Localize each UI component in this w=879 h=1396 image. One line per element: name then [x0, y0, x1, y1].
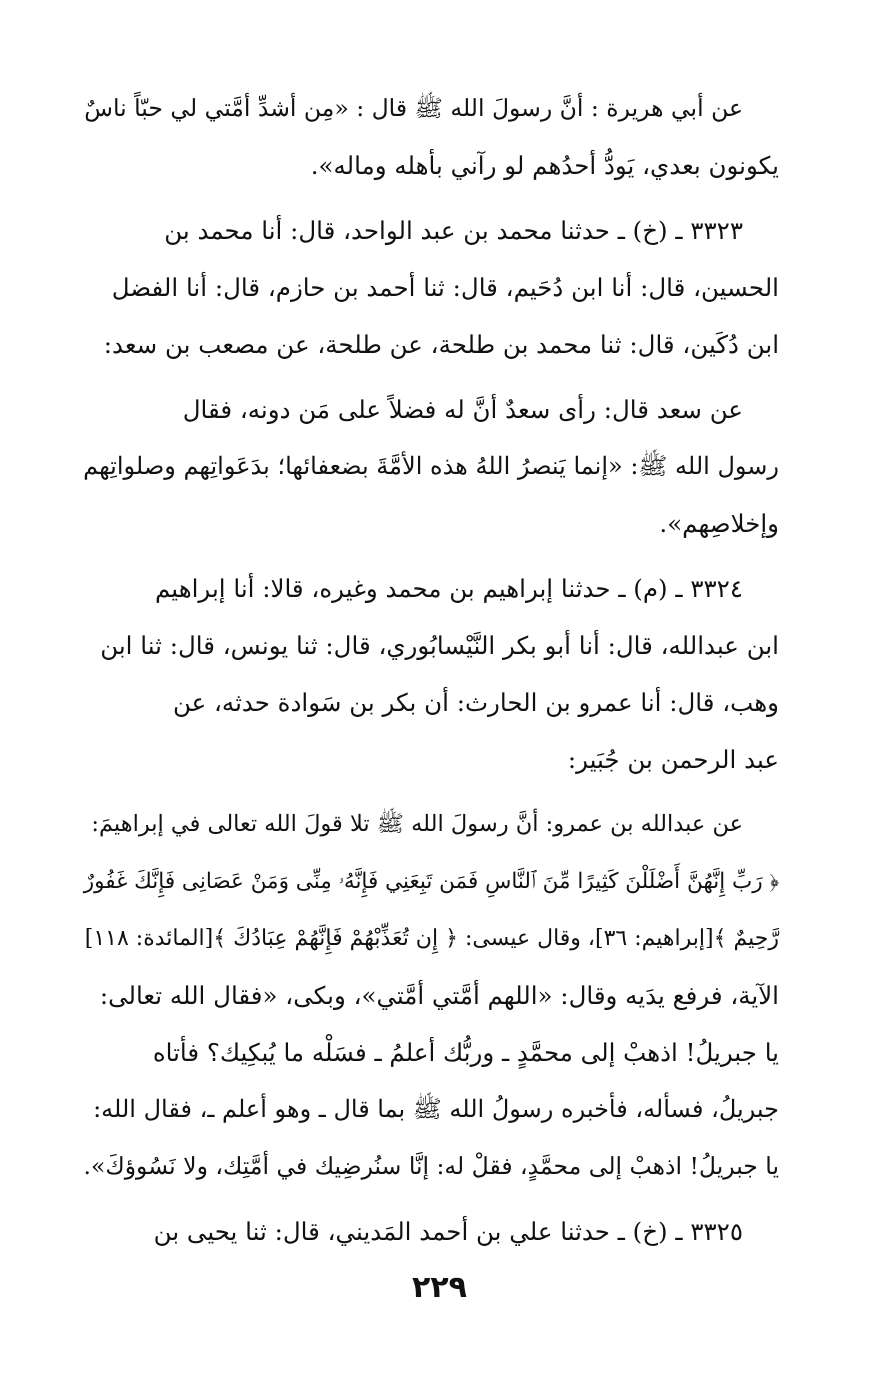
text-line: الآية، فرفع يدَيه وقال: «اللهم أمَّتي أمَّتي»، وبكى، «فقال الله تعالى: [99, 981, 779, 1010]
paragraph-hadith-3324 [80, 560, 779, 788]
text-line: ٣٣٢٣ ـ (خ) ـ حدثنا محمد بن عبد الواحد، قال: أنا محمد بن [164, 216, 743, 245]
text-line: يا جبريلُ! اذهبْ إلى محمَّدٍ ـ وربُّك أعلمُ ـ فسَلْه ما يُبكِيك؟ فأتاه [152, 1038, 779, 1067]
page-number: ٢٢٩ [412, 1270, 467, 1305]
paragraph-hadith-3323 [80, 202, 779, 373]
text-line: ٣٣٢٤ ـ (م) ـ حدثنا إبراهيم بن محمد وغيره، قالا: أنا إبراهيم [155, 574, 743, 603]
paragraph-abu-hurayra [80, 80, 779, 194]
paragraph-abdullah-ibn-amr [80, 796, 779, 1195]
text-line: ابن عبدالله، قال: أنا أبو بكر النَّيْسابُوري، قال: ثنا يونس، قال: ثنا ابن [100, 631, 779, 660]
quran-verse-line: رَّحِيمٌ ﴾[إبراهيم: ٣٦]، وقال عيسى: ﴿ إِن تُعَذِّبْهُمْ فَإِنَّهُمْ عِبَادُكَ ﴾[المائدة: ١١٨] [84, 926, 779, 951]
paragraph-saad [80, 381, 779, 552]
text-line: وهب، قال: أنا عمرو بن الحارث: أن بكر بن سَوادة حدثه، عن [172, 688, 779, 717]
paragraph-hadith-3325 [80, 1203, 779, 1260]
text-line: عن أبي هريرة : أنَّ رسولَ الله ﷺ قال : «مِن أشدِّ أمَّتي لي حبّاً ناسٌ [84, 94, 743, 122]
text-line: ٣٣٢٥ ـ (خ) ـ حدثنا علي بن أحمد المَديني، قال: ثنا يحيى بن [153, 1217, 743, 1246]
text-line: رسول الله ﷺ: «إنما يَنصرُ اللهُ هذه الأمَّةَ بضعفائها؛ بدَعَواتِهم وصلواتِهم [83, 452, 779, 480]
text-line: وإخلاصِهم». [659, 509, 779, 538]
text-line: جبريلُ، فسأله، فأخبره رسولُ الله ﷺ بما قال ـ وهو أعلم ـ، فقال الله: [93, 1095, 779, 1123]
text-line: عن عبدالله بن عمرو: أنَّ رسولَ الله ﷺ تلا قولَ الله تعالى في إبراهيمَ: [91, 811, 743, 837]
text-line: يكونون بعدي، يَودُّ أحدُهم لو رآني بأهله وماله». [310, 151, 779, 180]
quran-verse-line: ﴿ رَبِّ إِنَّهُنَّ أَضْلَلْنَ كَثِيرًا مِّنَ ٱلنَّاسِ فَمَن تَبِعَنِي فَإِنَّهُۥ مِنِّى وَمَنْ عَصَانِى فَإِنَّكَ غَفُورٌ [83, 869, 779, 894]
text-line: ابن دُكَين، قال: ثنا محمد بن طلحة، عن طلحة، عن مصعب بن سعد: [103, 330, 779, 359]
text-line: عن سعد قال: رأى سعدٌ أنَّ له فضلاً على مَن دونه، فقال [182, 395, 743, 424]
text-line: الحسين، قال: أنا ابن دُحَيم، قال: ثنا أحمد بن حازم، قال: أنا الفضل [111, 273, 779, 302]
text-line: عبد الرحمن بن جُبَير: [567, 745, 779, 774]
text-line: يا جبريلُ! اذهبْ إلى محمَّدٍ، فقلْ له: إنَّا سنُرضِيك في أمَّتِك، ولا نَسُوؤكَ». [83, 1152, 779, 1180]
